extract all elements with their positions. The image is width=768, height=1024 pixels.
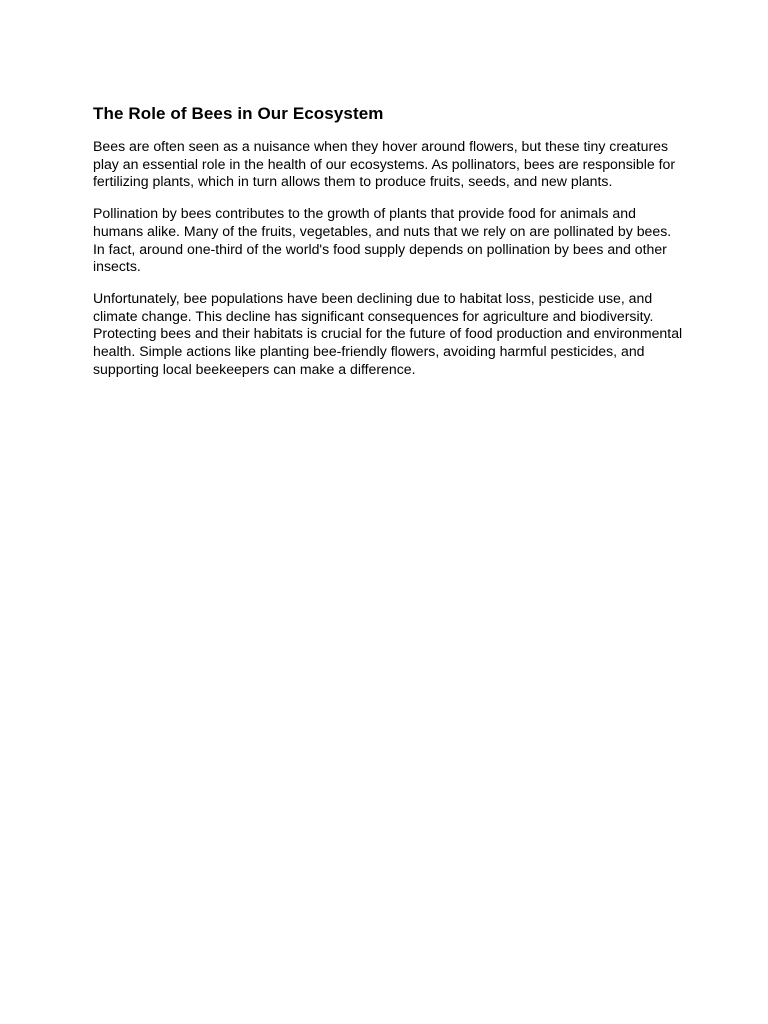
- paragraph-decline: Unfortunately, bee populations have been declining due to habitat loss, pesticide use, and climate change. This decline has significant consequences for agriculture and biodiversity. Protecting bees and their habitats is crucial for the future of food production and environmental health. Simple actions like planting bee-friendly flowers, avoiding harmful pesticides, and supporting local beekeepers can make a difference.: [93, 289, 683, 377]
- document-title: The Role of Bees in Our Ecosystem: [93, 104, 384, 123]
- paragraph-pollination: Pollination by bees contributes to the growth of plants that provide food for animals and humans alike. Many of the fruits, vegetables, and nuts that we rely on are pollinated by bees. In fact, around one-third of the world's food supply depends on pollination by bees and other insects.: [93, 205, 672, 275]
- paragraph-intro: Bees are often seen as a nuisance when they hover around flowers, but these tiny creatures play an essential role in the health of our ecosystems. As pollinators, bees are responsible for fertilizing plants, which in turn allows them to produce fruits, seeds, and new plants.: [93, 138, 676, 190]
- document-page: [93, 103, 683, 392]
